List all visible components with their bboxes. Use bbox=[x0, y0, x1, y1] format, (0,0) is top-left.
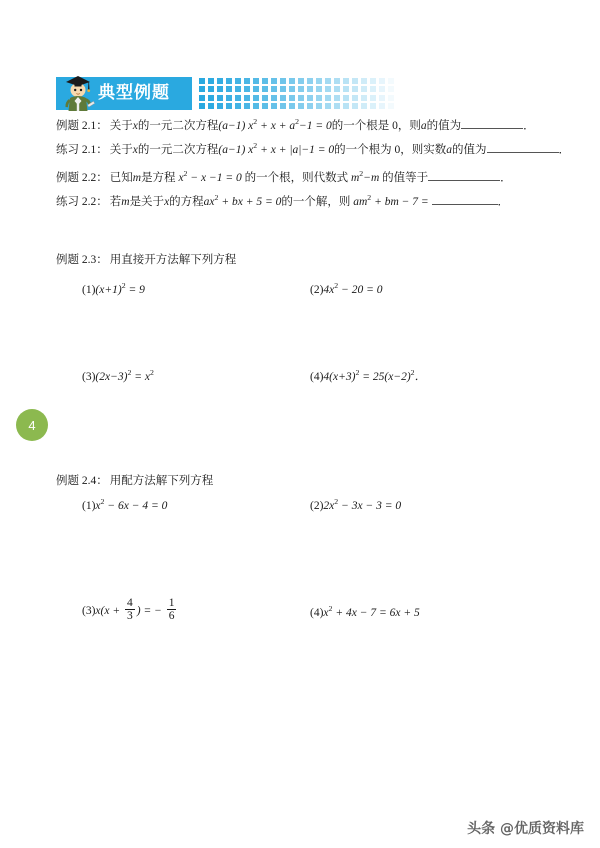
banner-dot bbox=[253, 95, 259, 101]
problem-2-1-text-3: 的一个根是 0，则 bbox=[331, 119, 421, 132]
fraction-denominator: 6 bbox=[168, 610, 175, 623]
problem-2-2-text-3: 的一个根，则代数式 bbox=[244, 171, 349, 184]
problem-2-1-period: ． bbox=[523, 119, 535, 132]
section-2-4-item-2-number: (2) bbox=[310, 499, 324, 512]
banner-dot bbox=[379, 103, 385, 109]
page-number-badge: 4 bbox=[16, 409, 48, 441]
banner-dot bbox=[253, 86, 259, 92]
banner-dot bbox=[280, 95, 286, 101]
banner-dot bbox=[280, 86, 286, 92]
banner-dot bbox=[325, 95, 331, 101]
problem-2-2-answer-blank[interactable] bbox=[428, 170, 500, 181]
problem-practice-2-2 bbox=[56, 193, 509, 209]
banner-dot bbox=[244, 86, 250, 92]
banner-title: 典型例题 bbox=[98, 83, 170, 103]
banner-dot bbox=[343, 103, 349, 109]
problem-2-1-text-4: 的值为 bbox=[426, 119, 462, 132]
banner-dot bbox=[307, 95, 313, 101]
banner-dot bbox=[352, 86, 358, 92]
section-2-4-label: 例题 2.4： bbox=[56, 475, 108, 487]
problem-2-2-equation: $x^2 - x -1 = 0$ bbox=[178, 169, 245, 184]
fraction-four-thirds bbox=[125, 597, 135, 622]
section-2-3-item-4-equation: $4(x+3)^2 = 25(x-2)^2$． bbox=[323, 368, 427, 383]
banner-dot-pattern bbox=[199, 77, 538, 110]
section-2-4-item-2-equation: $2x^2 - 3x - 3 = 0$ bbox=[323, 497, 402, 512]
banner-dot bbox=[235, 78, 241, 84]
banner-dot bbox=[271, 103, 277, 109]
banner-dot bbox=[397, 103, 403, 109]
problem-practice-2-1-var-x: x bbox=[132, 143, 138, 156]
section-2-3-item-4-number: (4) bbox=[310, 370, 324, 383]
banner-dot bbox=[280, 78, 286, 84]
banner-dot bbox=[316, 86, 322, 92]
problem-2-1-text-1: 关于 bbox=[109, 119, 133, 132]
banner-dot bbox=[307, 78, 313, 84]
problem-2-1-label: 例题 2.1： bbox=[56, 119, 108, 132]
section-2-3-item-2 bbox=[310, 281, 382, 297]
banner-dot bbox=[325, 103, 331, 109]
banner-dot bbox=[298, 95, 304, 101]
banner-dot bbox=[298, 78, 304, 84]
banner-dot bbox=[262, 86, 268, 92]
problem-practice-2-1-text-1: 关于 bbox=[109, 143, 133, 156]
banner-dot bbox=[298, 103, 304, 109]
problem-2-2-var-m: m bbox=[132, 171, 142, 184]
banner-dot bbox=[208, 78, 214, 84]
problem-2-2-expression: $m^2-m$ bbox=[350, 169, 380, 184]
banner-dot bbox=[253, 78, 259, 84]
problem-practice-2-1-text-3: 的一个根为 0，则实数 bbox=[334, 143, 447, 156]
section-2-3-label: 例题 2.3： bbox=[56, 254, 108, 266]
banner-dot bbox=[388, 86, 394, 92]
problem-practice-2-2-text-4: 的一个解，则 bbox=[281, 195, 351, 208]
section-2-3-item-1-equation: $(x+1)^2 = 9$ bbox=[95, 281, 145, 296]
section-2-4-item-4 bbox=[310, 604, 420, 620]
problem-practice-2-2-answer-blank[interactable] bbox=[432, 194, 498, 205]
problem-practice-2-2-var-x: x bbox=[164, 195, 170, 208]
banner-dot bbox=[334, 103, 340, 109]
banner-dot bbox=[280, 103, 286, 109]
banner-dot bbox=[361, 103, 367, 109]
banner-dot bbox=[379, 95, 385, 101]
banner-dot bbox=[388, 103, 394, 109]
section-2-3-item-4 bbox=[310, 368, 426, 384]
section-2-3-item-3 bbox=[82, 368, 154, 384]
section-2-4-item-3-number: (3) bbox=[82, 605, 96, 618]
banner-dot bbox=[343, 86, 349, 92]
banner-dot bbox=[244, 95, 250, 101]
banner-dot bbox=[370, 86, 376, 92]
problem-2-1-equation: (a−1) $x^2 + x + a^2-1 = 0$ bbox=[218, 117, 332, 132]
section-2-4-item-1-number: (1) bbox=[82, 499, 96, 512]
banner-dot bbox=[361, 78, 367, 84]
fraction-numerator: 1 bbox=[168, 597, 175, 610]
problem-practice-2-2-equation: $ax^2$ + bx + 5 = 0 bbox=[203, 193, 282, 208]
banner-dot-row bbox=[199, 86, 538, 92]
banner-dot-row bbox=[199, 95, 538, 101]
banner-dot bbox=[334, 78, 340, 84]
section-2-3-instruction: 用直接开方法解下列方程 bbox=[109, 254, 237, 266]
problem-2-2-text-4: 的值等于 bbox=[382, 171, 429, 184]
banner-dot bbox=[271, 78, 277, 84]
problem-practice-2-1-text-2: 的一元二次方程 bbox=[137, 143, 219, 156]
section-2-4-item-4-equation: $x^2 + 4x - 7 = 6x + 5$ bbox=[323, 604, 420, 619]
banner-dot bbox=[271, 95, 277, 101]
banner-dot bbox=[217, 78, 223, 84]
banner-dot bbox=[325, 86, 331, 92]
banner-dot bbox=[307, 103, 313, 109]
banner-dot bbox=[271, 86, 277, 92]
problem-practice-2-1-period: ． bbox=[558, 143, 571, 156]
section-2-4-item-3 bbox=[82, 599, 178, 624]
banner-dot bbox=[208, 95, 214, 101]
banner-dot bbox=[388, 95, 394, 101]
problem-2-1-var-a: a bbox=[420, 119, 427, 132]
banner-dot bbox=[244, 78, 250, 84]
section-2-4-item-2 bbox=[310, 497, 401, 513]
section-2-3-item-3-number: (3) bbox=[82, 370, 96, 383]
section-banner bbox=[56, 77, 538, 110]
banner-dot bbox=[199, 78, 205, 84]
banner-dot bbox=[289, 86, 295, 92]
banner-dot bbox=[379, 86, 385, 92]
banner-dot bbox=[352, 95, 358, 101]
problem-practice-2-2-text-3: 的方程 bbox=[169, 195, 204, 208]
fraction-denominator: 3 bbox=[127, 610, 133, 623]
banner-dot bbox=[289, 95, 295, 101]
problem-practice-2-1-equation: (a−1) $x^2 + x + |a|-1 = 0$ bbox=[218, 141, 335, 156]
problem-practice-2-1 bbox=[56, 141, 570, 157]
section-2-3-item-1 bbox=[82, 281, 145, 297]
problem-practice-2-2-text-2: 是关于 bbox=[129, 195, 165, 208]
banner-dot bbox=[235, 95, 241, 101]
banner-dot bbox=[199, 103, 205, 109]
banner-dot bbox=[289, 103, 295, 109]
banner-dot bbox=[397, 78, 403, 84]
banner-dot bbox=[316, 103, 322, 109]
section-2-3-item-2-equation: $4x^2 - 20 = 0$ bbox=[323, 281, 383, 296]
banner-dot bbox=[397, 86, 403, 92]
banner-dot-row bbox=[199, 78, 538, 84]
problem-practice-2-2-var-m: m bbox=[121, 195, 130, 208]
problem-2-2-text-1: 已知 bbox=[109, 171, 133, 184]
banner-dot bbox=[334, 86, 340, 92]
section-2-4-instruction: 用配方法解下列方程 bbox=[109, 475, 214, 487]
banner-dot bbox=[226, 103, 232, 109]
section-2-4-item-1-equation: $x^2 - 6x - 4 = 0$ bbox=[95, 497, 168, 512]
banner-dot bbox=[226, 86, 232, 92]
problem-practice-2-2-expression: $am^2$ + bm − 7 = bbox=[353, 193, 432, 208]
problem-2-2-text-2: 是方程 bbox=[141, 171, 176, 184]
banner-dot bbox=[334, 95, 340, 101]
banner-dot bbox=[199, 86, 205, 92]
banner-dot bbox=[379, 78, 385, 84]
banner-dot bbox=[361, 95, 367, 101]
banner-dot bbox=[253, 103, 259, 109]
problem-practice-2-1-answer-blank[interactable] bbox=[487, 142, 559, 153]
problem-2-2 bbox=[56, 169, 512, 185]
watermark: 头条 @优质资料库 bbox=[467, 821, 584, 837]
fraction-one-sixth bbox=[167, 597, 177, 622]
section-2-3-item-3-equation: $(2x-3)^2 = x^2$ bbox=[95, 368, 154, 383]
banner-title-tab bbox=[56, 77, 192, 110]
banner-dot bbox=[352, 103, 358, 109]
banner-dot bbox=[343, 78, 349, 84]
banner-dot bbox=[226, 78, 232, 84]
problem-2-1-var-x: x bbox=[132, 119, 138, 132]
banner-dot bbox=[397, 95, 403, 101]
banner-dot bbox=[217, 103, 223, 109]
banner-dot bbox=[199, 95, 205, 101]
section-2-4-item-1 bbox=[82, 497, 167, 513]
banner-dot bbox=[316, 78, 322, 84]
banner-dot bbox=[235, 86, 241, 92]
banner-dot bbox=[217, 95, 223, 101]
banner-dot bbox=[370, 103, 376, 109]
banner-dot bbox=[208, 103, 214, 109]
banner-dot bbox=[226, 95, 232, 101]
problem-practice-2-2-label: 练习 2.2： bbox=[56, 195, 108, 208]
banner-dot-row bbox=[199, 103, 538, 109]
fraction-numerator: 4 bbox=[127, 597, 133, 610]
section-2-4-item-3-equation: x(x + $\frac{4}{3}$ ) = − $\frac{1}{6}$ bbox=[95, 597, 175, 623]
section-2-3-heading bbox=[56, 254, 236, 267]
problem-practice-2-2-period: ． bbox=[497, 195, 510, 208]
problem-2-1 bbox=[56, 117, 535, 133]
banner-dot bbox=[352, 78, 358, 84]
section-2-4-heading bbox=[56, 475, 213, 488]
banner-dot bbox=[289, 78, 295, 84]
banner-dot bbox=[262, 103, 268, 109]
banner-dot bbox=[244, 103, 250, 109]
problem-practice-2-1-var-a: a bbox=[446, 143, 453, 156]
banner-dot bbox=[208, 86, 214, 92]
banner-dot bbox=[298, 86, 304, 92]
section-2-4-item-4-number: (4) bbox=[310, 606, 324, 619]
problem-practice-2-1-label: 练习 2.1： bbox=[56, 143, 108, 156]
banner-dot bbox=[343, 95, 349, 101]
section-2-3-item-2-number: (2) bbox=[310, 283, 324, 296]
banner-dot bbox=[307, 86, 313, 92]
banner-dot bbox=[370, 95, 376, 101]
banner-dot bbox=[235, 103, 241, 109]
banner-dot bbox=[370, 78, 376, 84]
problem-practice-2-2-text-1: 若 bbox=[109, 195, 122, 208]
section-2-3-item-1-number: (1) bbox=[82, 283, 96, 296]
problem-2-1-text-2: 的一元二次方程 bbox=[137, 119, 219, 132]
banner-dot bbox=[316, 95, 322, 101]
graduate-mascot-icon bbox=[58, 71, 98, 113]
banner-dot bbox=[388, 78, 394, 84]
banner-dot bbox=[262, 95, 268, 101]
banner-dot bbox=[361, 86, 367, 92]
problem-2-2-label: 例题 2.2： bbox=[56, 171, 108, 184]
banner-dot bbox=[262, 78, 268, 84]
problem-2-1-answer-blank[interactable] bbox=[461, 118, 523, 129]
banner-dot bbox=[217, 86, 223, 92]
problem-2-2-period: ． bbox=[500, 171, 512, 184]
banner-dot bbox=[325, 78, 331, 84]
problem-practice-2-1-text-4: 的值为 bbox=[452, 143, 487, 156]
